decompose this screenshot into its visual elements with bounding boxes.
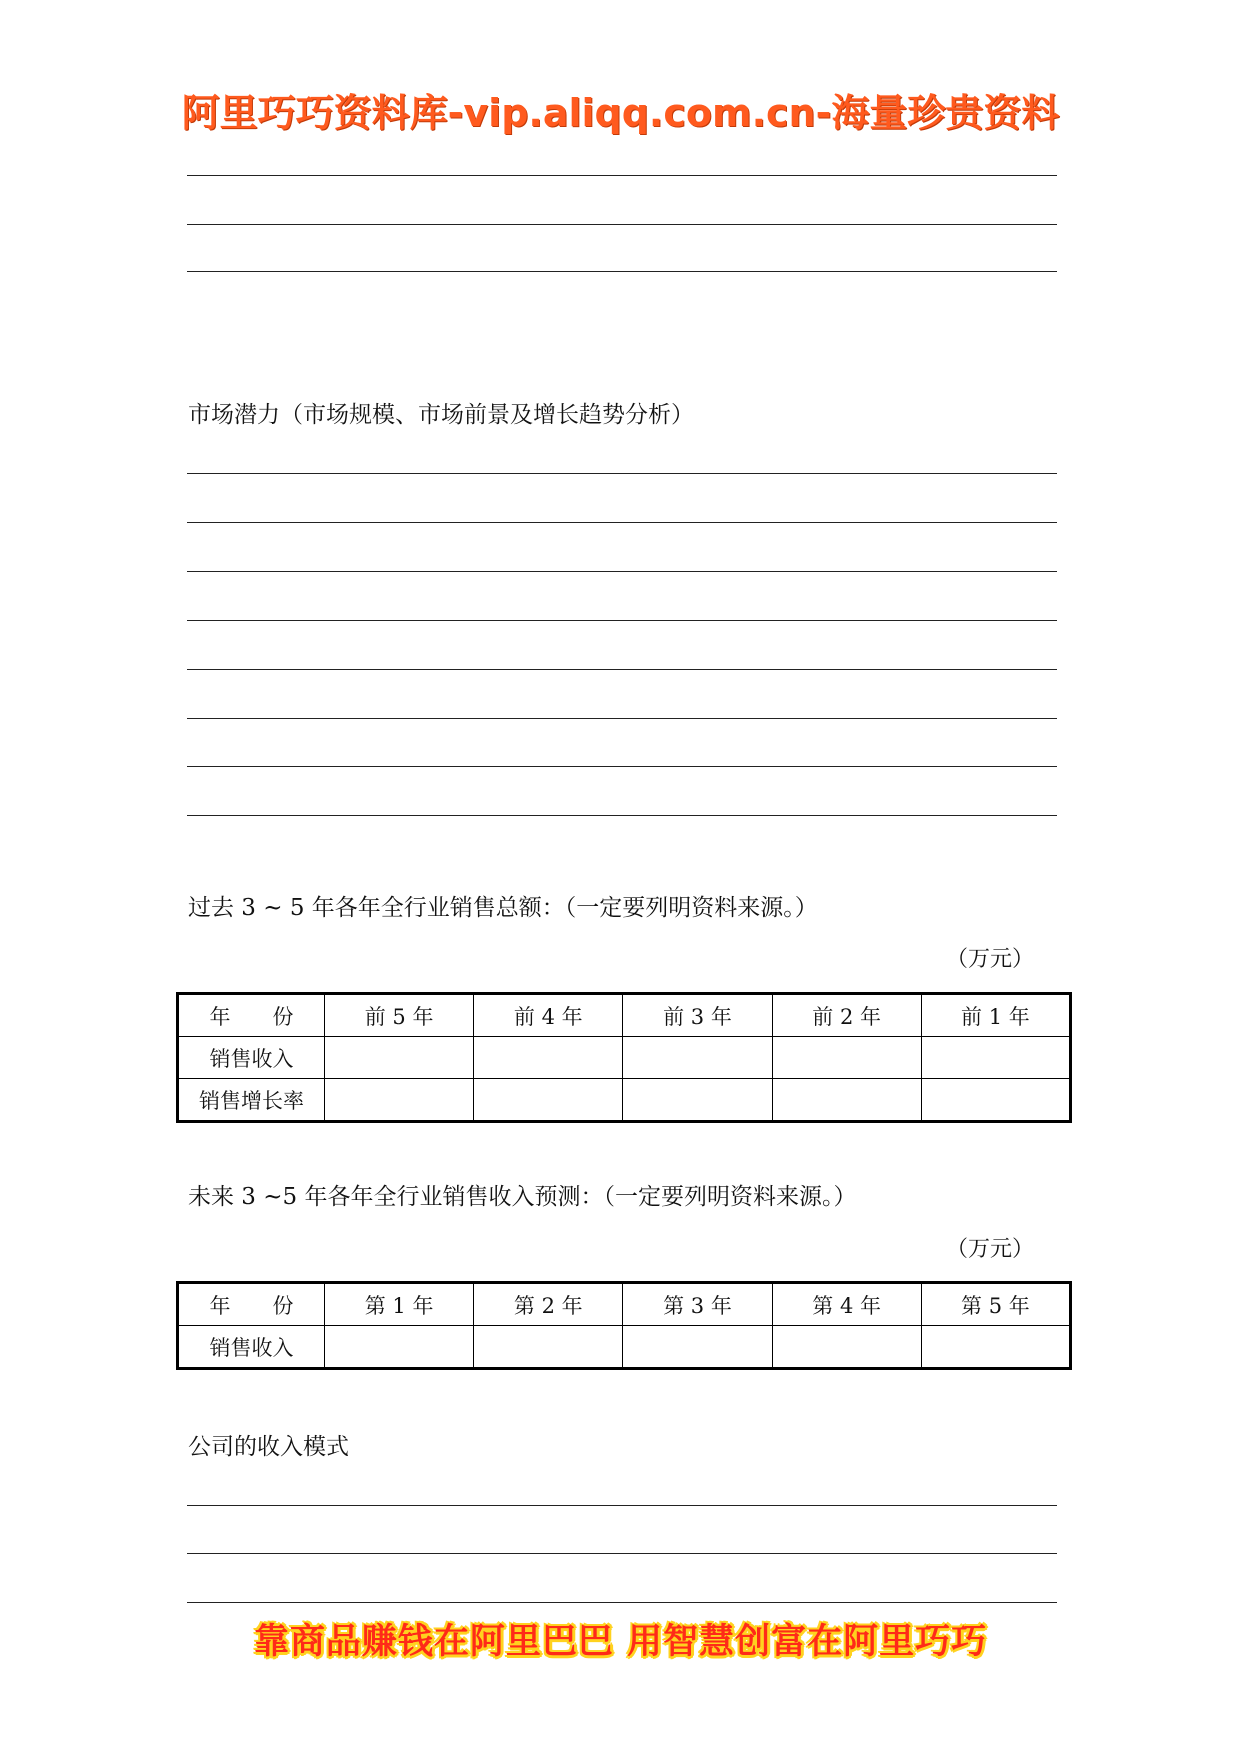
row-label: 销售收入 (178, 1326, 325, 1369)
table-header-cell: 第 2 年 (474, 1283, 623, 1326)
table-cell[interactable] (474, 1079, 623, 1122)
fill-line (187, 1602, 1057, 1603)
table-cell[interactable] (623, 1037, 772, 1079)
table-cell[interactable] (325, 1326, 474, 1369)
fill-line (187, 620, 1057, 621)
header-banner: 阿里巧巧资料库-vip.aliqq.com.cn-海量珍贵资料 (181, 91, 1060, 135)
table-cell[interactable] (921, 1326, 1070, 1369)
past-sales-heading: 过去 3 ~ 5 年各年全行业销售总额：（一定要列明资料来源。） (188, 895, 818, 921)
fill-line (187, 815, 1057, 816)
market-potential-heading: 市场潜力（市场规模、市场前景及增长趋势分析） (188, 402, 694, 428)
table-cell[interactable] (921, 1079, 1070, 1122)
table-cell[interactable] (772, 1326, 921, 1369)
table-header-cell: 前 5 年 (325, 994, 474, 1037)
fill-line (187, 1505, 1057, 1506)
fill-line (187, 473, 1057, 474)
unit-label: （万元） (945, 947, 1034, 972)
table-header-cell: 前 3 年 (623, 994, 772, 1037)
fill-line (187, 766, 1057, 767)
future-sales-heading: 未来 3 ~5 年各年全行业销售收入预测：（一定要列明资料来源。） (188, 1184, 857, 1210)
table-header-cell: 年 份 (178, 1283, 325, 1326)
table-header-cell: 前 1 年 (921, 994, 1070, 1037)
table-cell[interactable] (474, 1037, 623, 1079)
table-row (178, 1037, 1071, 1079)
table-cell[interactable] (623, 1326, 772, 1369)
row-label: 销售收入 (178, 1037, 325, 1079)
fill-line (187, 271, 1057, 272)
table-row (178, 1326, 1071, 1369)
table-header-row (178, 994, 1071, 1037)
fill-line (187, 571, 1057, 572)
table-header-cell: 前 2 年 (772, 994, 921, 1037)
table-cell[interactable] (772, 1037, 921, 1079)
unit-label: （万元） (945, 1237, 1034, 1262)
fill-line (187, 718, 1057, 719)
fill-line (187, 522, 1057, 523)
table-header-cell: 第 5 年 (921, 1283, 1070, 1326)
table-cell[interactable] (325, 1037, 474, 1079)
table-header-cell: 前 4 年 (474, 994, 623, 1037)
table-header-cell: 年 份 (178, 994, 325, 1037)
table-cell[interactable] (474, 1326, 623, 1369)
table-header-cell: 第 3 年 (623, 1283, 772, 1326)
fill-line (187, 224, 1057, 225)
table-header-row (178, 1283, 1071, 1326)
fill-line (187, 175, 1057, 176)
revenue-model-heading: 公司的收入模式 (188, 1434, 349, 1460)
row-label: 销售增长率 (178, 1079, 325, 1122)
footer-banner: 靠商品赚钱在阿里巴巴 用智慧创富在阿里巧巧 (253, 1622, 988, 1662)
table-cell[interactable] (325, 1079, 474, 1122)
table-row (178, 1079, 1071, 1122)
fill-line (187, 669, 1057, 670)
table-header-cell: 第 4 年 (772, 1283, 921, 1326)
fill-line (187, 1553, 1057, 1554)
table-cell[interactable] (921, 1037, 1070, 1079)
past-sales-table (176, 992, 1072, 1123)
future-sales-table (176, 1281, 1072, 1370)
table-cell[interactable] (772, 1079, 921, 1122)
table-header-cell: 第 1 年 (325, 1283, 474, 1326)
table-cell[interactable] (623, 1079, 772, 1122)
